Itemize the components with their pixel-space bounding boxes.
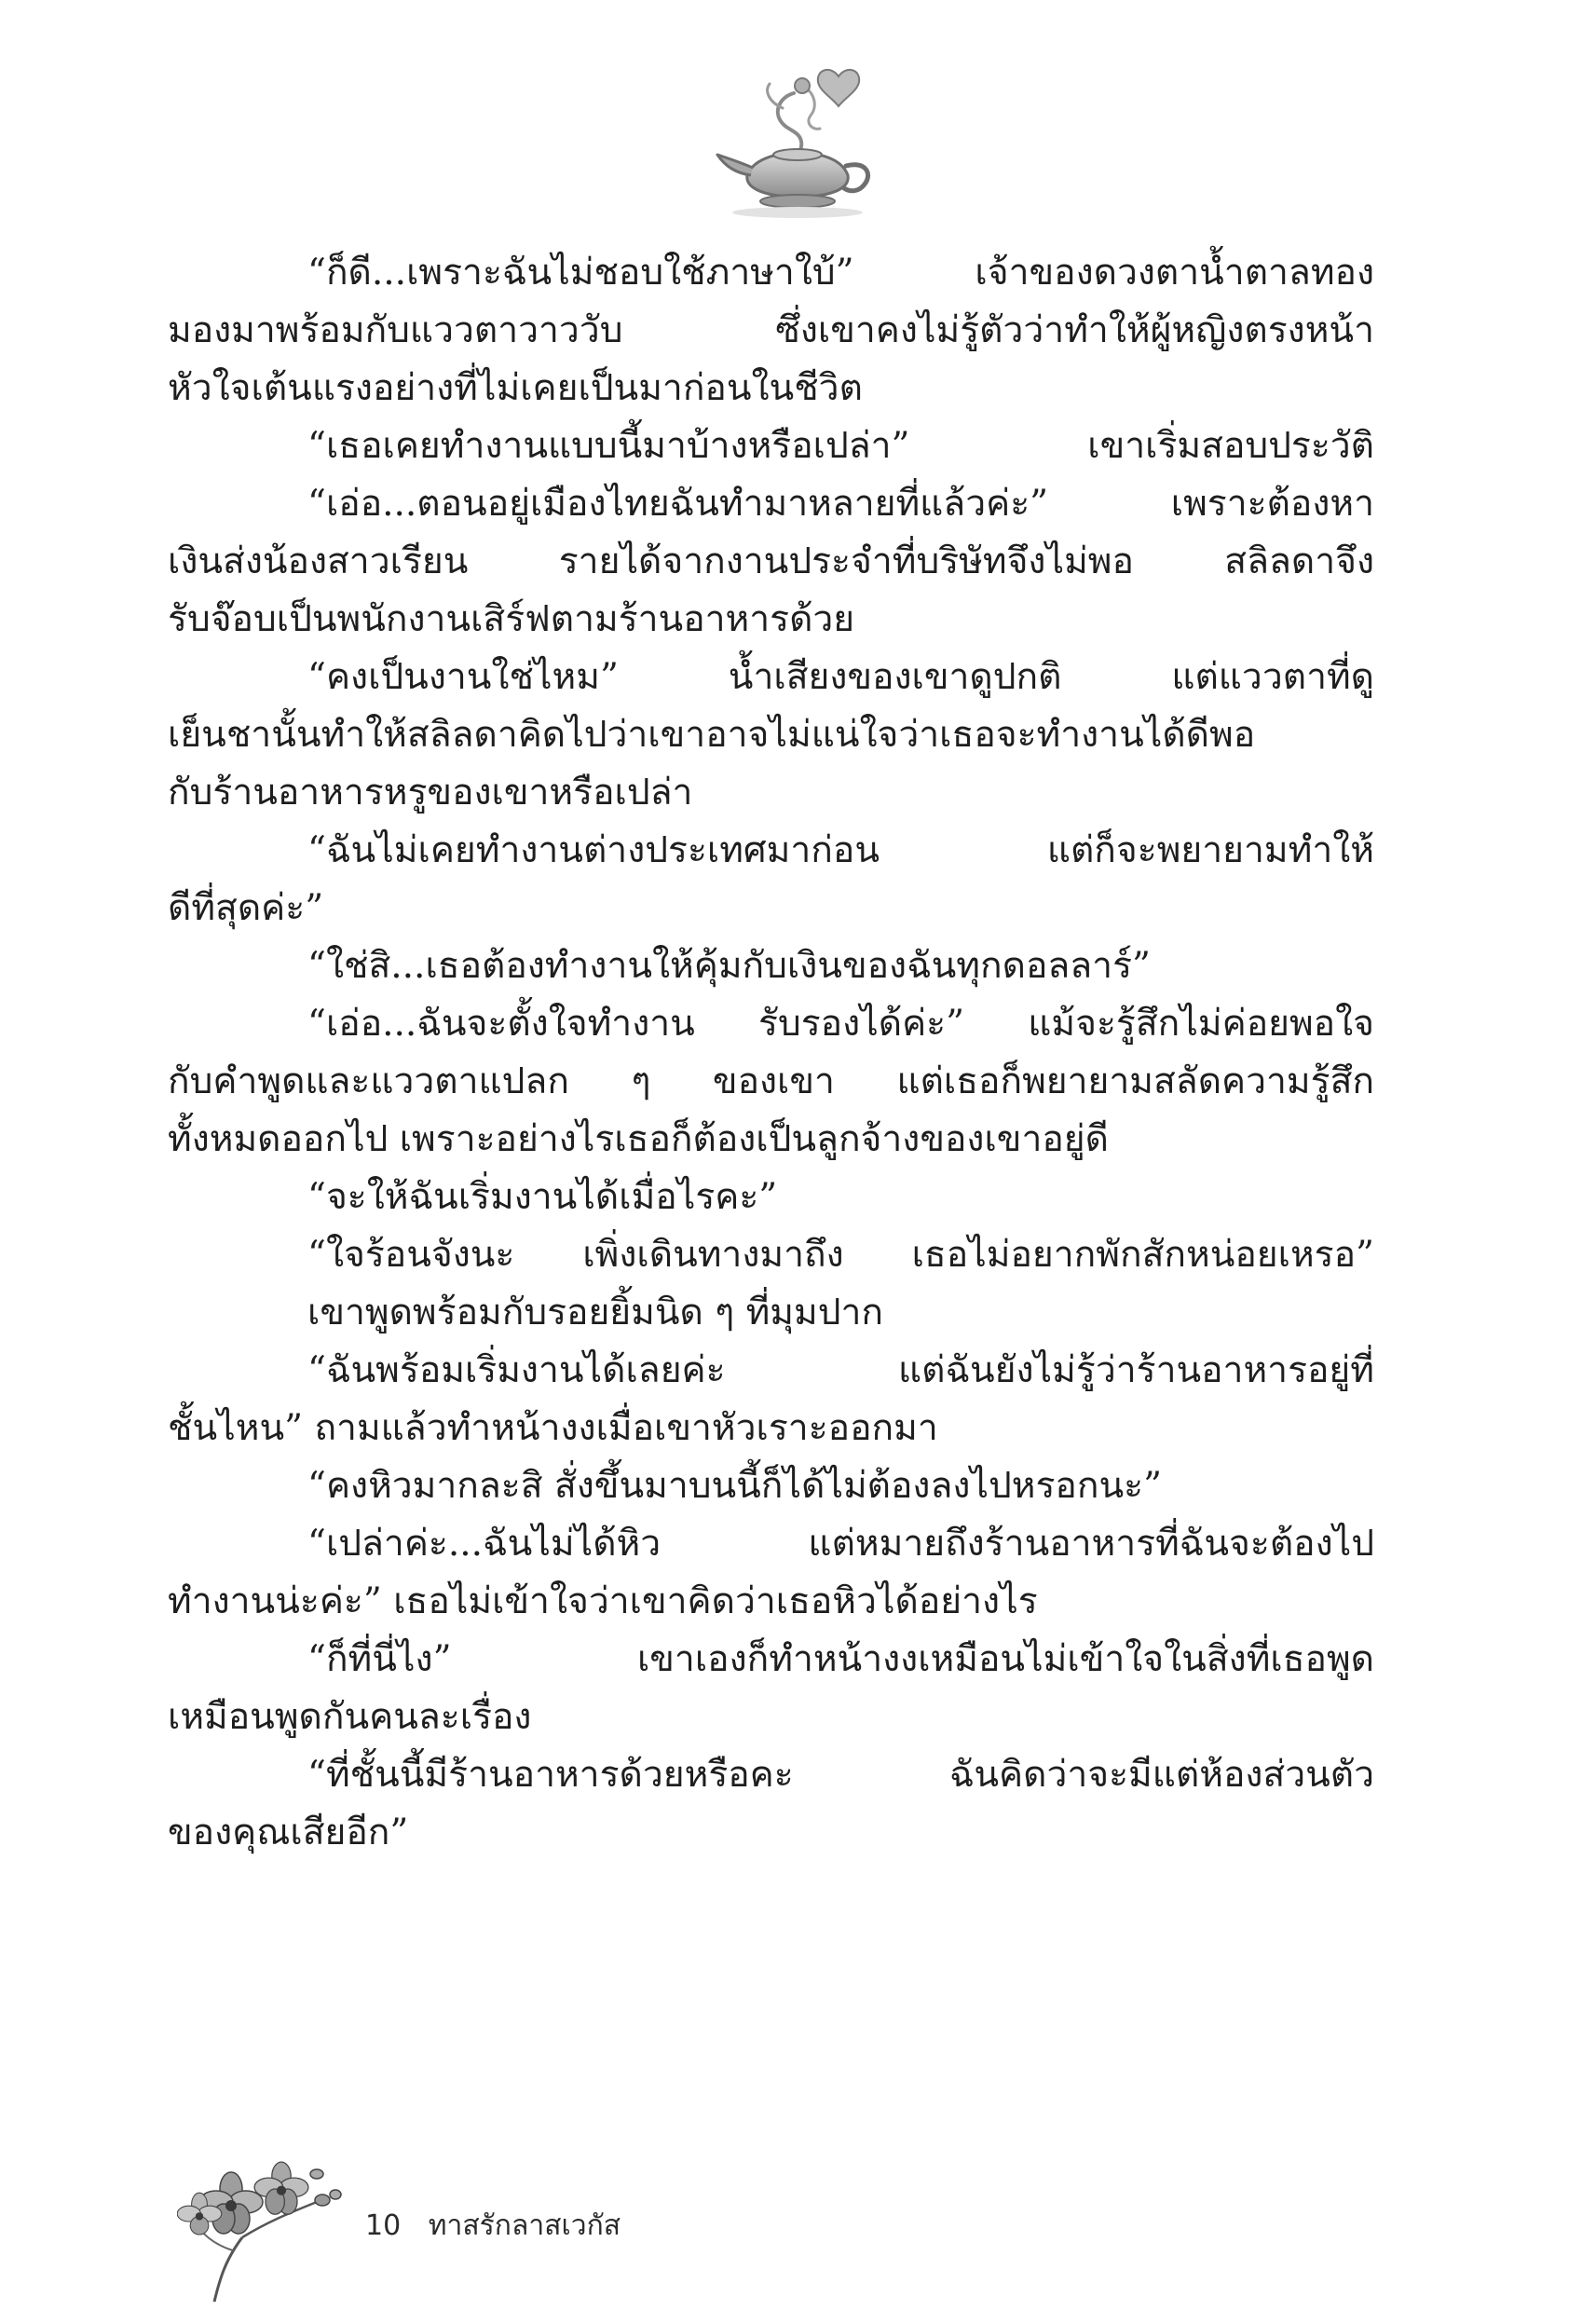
text-line: มองมาพร้อมกับแววตาวาววับ ซึ่งเขาคงไม่รู้ตัวว่าทำให้ผู้หญิงตรงหน้า — [168, 309, 1374, 351]
story-text — [168, 244, 1374, 1862]
text-line: “ฉันไม่เคยทำงานต่างประเทศมาก่อน แต่ก็จะพยายามทำให้ — [307, 829, 1374, 871]
text-line: กับคำพูดและแววตาแปลก ๆ ของเขา แต่เธอก็พยายามสลัดความรู้สึก — [168, 1060, 1374, 1102]
text-line: “เอ่อ...ตอนอยู่เมืองไทยฉันทำมาหลายที่แล้วค่ะ” เพราะต้องหา — [307, 483, 1374, 525]
text-line: เย็นชานั้นทำให้สลิลดาคิดไปว่าเขาอาจไม่แน่ใจว่าเธอจะทำงานได้ดีพอ — [168, 714, 1256, 756]
text-line: “เปล่าค่ะ...ฉันไม่ได้หิว แต่หมายถึงร้านอาหารที่ฉันจะต้องไป — [307, 1523, 1374, 1565]
text-line: ทั้งหมดออกไป เพราะอย่างไรเธอก็ต้องเป็นลูกจ้างของเขาอยู่ดี — [168, 1118, 1109, 1160]
text-line: “ก็ดี...เพราะฉันไม่ชอบใช้ภาษาใบ้” เจ้าของดวงตาน้ำตาลทอง — [307, 252, 1374, 294]
text-line: ของคุณเสียอีก” — [168, 1812, 409, 1853]
text-line: ทำงานน่ะค่ะ” เธอไม่เข้าใจว่าเขาคิดว่าเธอหิวได้อย่างไร — [168, 1580, 1038, 1622]
text-line: “ใช่สิ...เธอต้องทำงานให้คุ้มกับเงินของฉันทุกดอลลาร์” — [307, 945, 1151, 987]
text-line: เหมือนพูดกันคนละเรื่อง — [168, 1696, 532, 1738]
text-line: “เอ่อ...ฉันจะตั้งใจทำงาน รับรองได้ค่ะ” แม้จะรู้สึกไม่ค่อยพอใจ — [307, 1003, 1374, 1045]
book-title: ทาสรักลาสเวกัส — [428, 2209, 621, 2242]
text-line: “ฉันพร้อมเริ่มงานได้เลยค่ะ แต่ฉันยังไม่รู้ว่าร้านอาหารอยู่ที่ — [307, 1349, 1374, 1391]
orchid-flower-ornament-icon — [177, 2148, 354, 2306]
text-line: ชั้นไหน” ถามแล้วทำหน้างงเมื่อเขาหัวเราะออกมา — [168, 1407, 938, 1449]
page-number: 10 — [365, 2209, 402, 2242]
text-line: เขาพูดพร้อมกับรอยยิ้มนิด ๆ ที่มุมปาก — [307, 1292, 883, 1333]
text-line: หัวใจเต้นแรงอย่างที่ไม่เคยเป็นมาก่อนในชีวิต — [168, 367, 863, 409]
text-line: “จะให้ฉันเริ่มงานได้เมื่อไรคะ” — [307, 1176, 778, 1218]
text-line: ดีที่สุดค่ะ” — [168, 887, 324, 929]
text-line: “คงหิวมากละสิ สั่งขึ้นมาบนนี้ก็ได้ไม่ต้องลงไปหรอกนะ” — [307, 1465, 1163, 1507]
text-line: รับจ๊อบเป็นพนักงานเสิร์ฟตามร้านอาหารด้วย — [168, 598, 855, 640]
text-line: “เธอเคยทำงานแบบนี้มาบ้างหรือเปล่า” เขาเริ่มสอบประวัติ — [307, 425, 1374, 467]
text-line: “ที่ชั้นนี้มีร้านอาหารด้วยหรือคะ ฉันคิดว่าจะมีแต่ห้องส่วนตัว — [307, 1754, 1374, 1796]
text-line: “ก็ที่นี่ไง” เขาเองก็ทำหน้างงเหมือนไม่เข้าใจในสิ่งที่เธอพูด — [307, 1638, 1374, 1680]
teapot-fairy-ornament-icon — [708, 56, 885, 233]
text-line: “คงเป็นงานใช่ไหม” น้ำเสียงของเขาดูปกติ แต่แววตาที่ดู — [307, 656, 1374, 698]
text-line: เงินส่งน้องสาวเรียน รายได้จากงานประจำที่บริษัทจึงไม่พอ สลิลดาจึง — [168, 540, 1374, 582]
text-line: กับร้านอาหารหรูของเขาหรือเปล่า — [168, 772, 693, 814]
page-footer — [365, 2204, 621, 2248]
text-line: “ใจร้อนจังนะ เพิ่งเดินทางมาถึง เธอไม่อยากพักสักหน่อยเหรอ” — [307, 1234, 1374, 1276]
